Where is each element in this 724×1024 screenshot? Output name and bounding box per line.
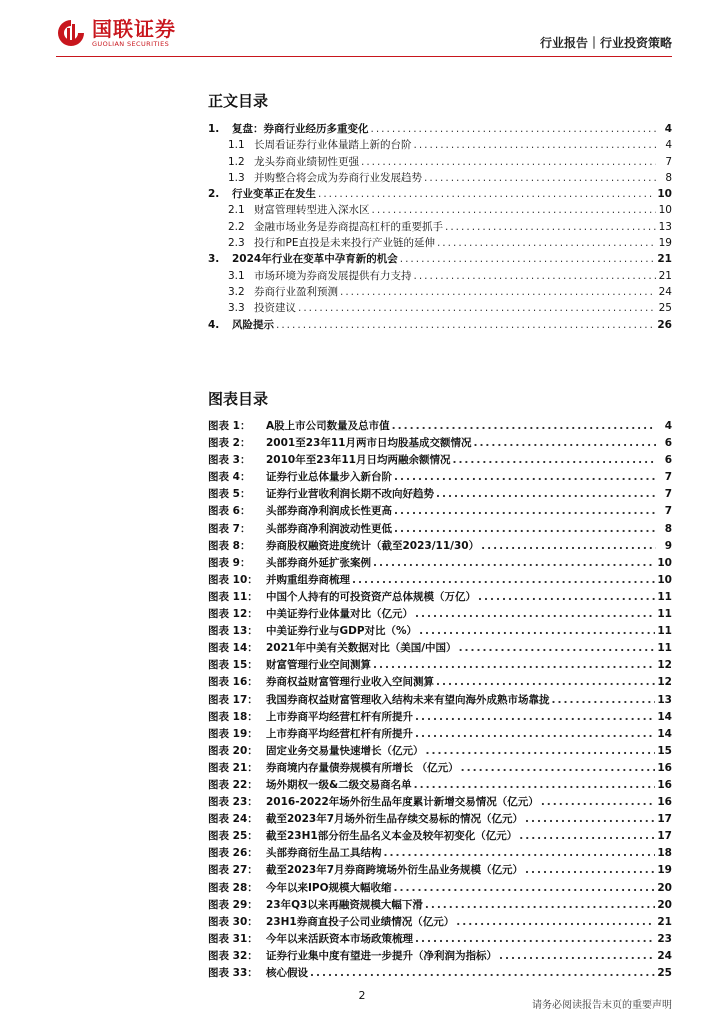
figure-entry-page: 24 (657, 949, 672, 962)
figure-entry-text: 今年以来活跃资本市场政策梳理 (266, 932, 413, 945)
figure-entry-text: 我国券商权益财富管理收入结构未来有望向海外成熟市场靠拢 (266, 693, 550, 706)
leader-dots (394, 521, 656, 538)
figure-entry-label: 图表 17： (208, 693, 258, 706)
figure-entry-label: 图表 21： (208, 761, 258, 774)
toc-entry[interactable] (208, 121, 672, 137)
figures-title: 图表目录 (208, 390, 269, 408)
leader-dots (461, 760, 656, 777)
leader-dots (436, 486, 656, 503)
toc-entry[interactable] (208, 268, 672, 284)
toc-entry[interactable] (208, 137, 672, 153)
toc-entry-page: 25 (658, 302, 672, 315)
toc-entry-number: 1.1 (228, 139, 245, 152)
leader-dots (394, 503, 656, 520)
toc-entry[interactable] (208, 186, 672, 202)
figure-entry[interactable] (208, 931, 672, 948)
leader-dots (371, 121, 657, 137)
figure-entry[interactable] (208, 760, 672, 777)
figure-entry[interactable] (208, 640, 672, 657)
figure-entry-label: 图表 28： (208, 881, 258, 894)
toc-entry-number: 3.1 (228, 269, 245, 282)
figure-entry[interactable] (208, 726, 672, 743)
toc-entry[interactable] (208, 219, 672, 235)
leader-dots (459, 640, 656, 657)
figure-entry-text: 券商权益财富管理行业收入空间测算 (266, 676, 434, 689)
figure-entry-page: 14 (657, 727, 672, 740)
figure-entry-page: 7 (664, 488, 672, 501)
guolian-logo-icon (56, 18, 86, 48)
figure-entry-label: 图表 2： (208, 437, 251, 450)
figure-entry-page: 17 (657, 830, 672, 843)
toc-entry-number: 3. (208, 253, 220, 266)
leader-dots (525, 862, 655, 879)
figure-entry-label: 图表 12： (208, 608, 258, 621)
figure-entry-text: 中美证券行业与GDP对比（%） (266, 625, 418, 638)
figure-entry-page: 11 (657, 625, 672, 638)
figure-entry-label: 图表 29： (208, 898, 258, 911)
toc-entry-text: 并购整合将会成为券商行业发展趋势 (254, 171, 422, 184)
leader-dots (373, 657, 655, 674)
leader-dots (318, 186, 655, 202)
toc-entry-text: 金融市场业务是券商提高杠杆的重要抓手 (254, 220, 443, 233)
toc-title: 正文目录 (208, 92, 269, 110)
figure-entry-label: 图表 16： (208, 676, 258, 689)
leader-dots (452, 452, 656, 469)
figure-entry-label: 图表 26： (208, 847, 258, 860)
leader-dots (394, 880, 656, 897)
leader-dots (478, 589, 655, 606)
figure-entry-page: 7 (664, 505, 672, 518)
toc-entry[interactable] (208, 317, 672, 333)
leader-dots (481, 538, 656, 555)
figure-entry-page: 9 (664, 539, 672, 552)
leader-dots (414, 137, 657, 153)
figure-entry[interactable] (208, 777, 672, 794)
figure-entry-text: 上市券商平均经营杠杆有所提升 (266, 727, 413, 740)
leader-dots (473, 435, 656, 452)
figure-entry-page: 16 (657, 778, 672, 791)
figure-entry[interactable] (208, 965, 672, 982)
figure-entry[interactable] (208, 897, 672, 914)
figure-entry-label: 图表 18： (208, 710, 258, 723)
figure-entry-text: 截至2023年7月券商跨境场外衍生品业务规模（亿元） (266, 864, 524, 877)
toc-entry[interactable] (208, 170, 672, 186)
figure-entry-text: 证券行业营收利润长期不改向好趋势 (266, 488, 434, 501)
figure-entry-text: 中美证券行业体量对比（亿元） (266, 608, 413, 621)
figure-entry-text: 23年Q3以来再融资规模大幅下滑 (266, 898, 423, 911)
figure-entry[interactable] (208, 418, 672, 435)
figures-list (208, 418, 672, 982)
figure-entry-page: 20 (657, 898, 672, 911)
figure-entry-label: 图表 4： (208, 471, 251, 484)
figure-entry-label: 图表 31： (208, 932, 258, 945)
figure-entry[interactable] (208, 880, 672, 897)
toc-entry-number: 2. (208, 188, 220, 201)
figure-entry-label: 图表 33： (208, 967, 258, 979)
figure-entry[interactable] (208, 503, 672, 520)
figure-entry-label: 图表 5： (208, 488, 251, 501)
figure-entry[interactable] (208, 606, 672, 623)
figure-entry-label: 图表 14： (208, 642, 258, 655)
figure-entry-text: 头部券商衍生品工具结构 (266, 847, 382, 860)
leader-dots (519, 828, 655, 845)
figure-entry-text: 固定业务交易量快速增长（亿元） (266, 744, 424, 757)
figure-entry[interactable] (208, 521, 672, 538)
toc-entry-number: 2.1 (228, 204, 245, 217)
leader-dots (372, 202, 657, 218)
figure-entry-text: 财富管理行业空间测算 (266, 659, 371, 672)
figure-entry-page: 10 (657, 556, 672, 569)
figure-entry-text: 头部券商净利润波动性更低 (266, 522, 392, 535)
figure-entry[interactable] (208, 743, 672, 760)
leader-dots (499, 948, 655, 965)
figure-entry-page: 8 (664, 522, 672, 535)
figure-entry-text: 头部券商净利润成长性更高 (266, 505, 392, 518)
leader-dots (373, 555, 655, 572)
logo (56, 18, 176, 48)
toc-entry-page: 10 (658, 204, 672, 217)
leader-dots (445, 219, 656, 235)
figure-entry-text: 截至2023年7月场外衍生品存续交易标的情况（亿元） (266, 813, 524, 826)
figure-entry[interactable] (208, 435, 672, 452)
logo-cn: 国联证券 (92, 17, 176, 41)
leader-dots (394, 469, 656, 486)
figure-entry-text: 证券行业集中度有望进一步提升（净利润为指标） (266, 949, 497, 962)
figure-entry[interactable] (208, 948, 672, 965)
toc-entry-page: 4 (664, 123, 672, 135)
leader-dots (415, 931, 655, 948)
figure-entry-label: 图表 13： (208, 625, 258, 638)
figure-entry-label: 图表 32： (208, 949, 258, 962)
figure-entry-page: 11 (657, 608, 672, 621)
leader-dots (541, 794, 656, 811)
figure-entry-page: 13 (657, 693, 672, 706)
toc-entry-text: 风险提示 (232, 318, 274, 331)
figure-entry-page: 20 (657, 881, 672, 894)
figure-entry-text: 证券行业总体量步入新台阶 (266, 471, 392, 484)
figure-entry-label: 图表 19： (208, 727, 258, 740)
leader-dots (310, 965, 655, 982)
figure-entry-page: 12 (657, 659, 672, 672)
toc-entry-text: 投行和PE直投是未来投行产业链的延伸 (254, 237, 435, 250)
leader-dots (392, 418, 656, 435)
leader-dots (384, 845, 656, 862)
figure-entry-text: 并购重组券商梳理 (266, 573, 350, 586)
figure-entry-page: 11 (657, 642, 672, 655)
logo-en: GUOLIAN SECURITIES (92, 40, 170, 48)
toc-entry-number: 4. (208, 318, 220, 331)
figure-entry-page: 6 (664, 437, 672, 450)
toc-entry-text: 财富管理转型进入深水区 (254, 204, 370, 217)
figure-entry-page: 19 (657, 864, 672, 877)
toc-entry-text: 长周看证券行业体量踏上新的台阶 (254, 139, 412, 152)
figure-entry[interactable] (208, 555, 672, 572)
toc-entry-page: 21 (658, 269, 672, 282)
toc-entry-page: 4 (665, 139, 672, 152)
figure-entry-text: 中国个人持有的可投资资产总体规模（万亿） (266, 590, 476, 603)
toc-entry-text: 龙头券商业绩韧性更强 (254, 155, 359, 168)
figure-entry[interactable] (208, 914, 672, 931)
page-header (0, 0, 724, 60)
figure-entry-page: 14 (657, 710, 672, 723)
toc-entry-number: 2.3 (228, 237, 245, 250)
toc-entry[interactable] (208, 235, 672, 251)
figure-entry-page: 11 (657, 590, 672, 603)
figure-entry-page: 16 (657, 796, 672, 809)
leader-dots (352, 572, 655, 589)
figure-entry-text: A股上市公司数量及总市值 (266, 420, 390, 432)
figure-entry[interactable] (208, 469, 672, 486)
figure-entry-page: 7 (664, 471, 672, 484)
figure-entry[interactable] (208, 589, 672, 606)
figure-entry-page: 21 (657, 915, 672, 928)
figure-entry-label: 图表 24： (208, 813, 258, 826)
toc-entry-page: 7 (665, 155, 672, 168)
leader-dots (425, 897, 656, 914)
toc-list (208, 121, 672, 333)
disclaimer: 请务必阅读报告末页的重要声明 (532, 1000, 672, 1011)
figure-entry-page: 4 (664, 420, 672, 432)
figure-entry-page: 18 (657, 847, 672, 860)
header-divider (56, 56, 672, 57)
figure-entry[interactable] (208, 452, 672, 469)
figure-entry-text: 2021年中美有关数据对比（美国/中国） (266, 642, 457, 655)
toc-entry-number: 1.3 (228, 171, 245, 184)
leader-dots (400, 251, 656, 267)
figure-entry[interactable] (208, 538, 672, 555)
figure-entry[interactable] (208, 572, 672, 589)
toc-entry-page: 26 (657, 318, 672, 331)
leader-dots (276, 317, 655, 333)
figure-entry[interactable] (208, 845, 672, 862)
leader-dots (414, 268, 657, 284)
leader-dots (437, 235, 656, 251)
toc-entry[interactable] (208, 284, 672, 300)
figure-entry-label: 图表 11： (208, 590, 258, 603)
leader-dots (456, 914, 655, 931)
figure-entry-text: 券商境内存量债券规模有所增长 （亿元） (266, 761, 459, 774)
leader-dots (415, 606, 655, 623)
toc-entry-page: 13 (658, 220, 672, 233)
toc-entry-page: 10 (657, 188, 672, 201)
figure-entry-page: 17 (657, 813, 672, 826)
toc-entry-page: 21 (657, 253, 672, 266)
toc-entry-text: 行业变革正在发生 (232, 188, 316, 201)
figure-entry-text: 券商股权融资进度统计（截至2023/11/30） (266, 539, 480, 552)
leader-dots (414, 777, 656, 794)
toc-entry-page: 8 (665, 171, 672, 184)
figure-entry-text: 今年以来IPO规模大幅收缩 (266, 881, 392, 894)
figure-entry-text: 2001至23年11月两市日均股基成交额情况 (266, 437, 472, 450)
figure-entry-label: 图表 20： (208, 744, 258, 757)
toc-entry[interactable] (208, 251, 672, 267)
figure-entry-label: 图表 30： (208, 915, 258, 928)
figure-entry[interactable] (208, 657, 672, 674)
figure-entry-label: 图表 9： (208, 556, 251, 569)
leader-dots (340, 284, 656, 300)
toc-entry-number: 2.2 (228, 220, 245, 233)
figure-entry-text: 头部券商外延扩张案例 (266, 556, 371, 569)
leader-dots (436, 674, 655, 691)
leader-dots (415, 709, 655, 726)
figure-entry[interactable] (208, 794, 672, 811)
figure-entry[interactable] (208, 828, 672, 845)
figure-entry-text: 2010年至23年11月日均两融余额情况 (266, 454, 451, 467)
figure-entry-page: 25 (657, 967, 672, 979)
figure-entry-text: 场外期权一级&二级交易商名单 (266, 778, 412, 791)
figure-entry-page: 12 (657, 676, 672, 689)
figure-entry-label: 图表 3： (208, 454, 251, 467)
leader-dots (419, 623, 655, 640)
figure-entry-page: 6 (664, 454, 672, 467)
figure-entry-label: 图表 8： (208, 539, 251, 552)
figure-entry-text: 核心假设 (266, 967, 308, 979)
figure-entry[interactable] (208, 692, 672, 709)
toc-entry-text: 市场环境为券商发展提供有力支持 (254, 269, 412, 282)
figure-entry-text: 截至23H1部分衍生品名义本金及较年初变化（亿元） (266, 830, 518, 843)
leader-dots (426, 743, 656, 760)
report-type: 行业报告｜行业投资策略 (539, 36, 672, 50)
figure-entry-label: 图表 1： (208, 420, 251, 432)
figure-entry[interactable] (208, 862, 672, 879)
toc-entry[interactable] (208, 202, 672, 218)
figure-entry[interactable] (208, 709, 672, 726)
toc-entry-text: 券商行业盈利预测 (254, 285, 338, 298)
toc-entry-number: 1.2 (228, 155, 245, 168)
figure-entry-label: 图表 6： (208, 505, 251, 518)
figure-entry[interactable] (208, 623, 672, 640)
figure-entry-label: 图表 23： (208, 796, 258, 809)
figure-entry-label: 图表 7： (208, 522, 251, 535)
toc-entry-text: 2024年行业在变革中孕育新的机会 (232, 253, 398, 266)
toc-entry-number: 1. (208, 123, 220, 135)
figure-entry-label: 图表 10： (208, 573, 258, 586)
figure-entry-label: 图表 15： (208, 659, 258, 672)
figure-entry-label: 图表 27： (208, 864, 258, 877)
leader-dots (552, 692, 656, 709)
leader-dots (424, 170, 656, 186)
leader-dots (298, 300, 656, 316)
leader-dots (525, 811, 655, 828)
toc-entry-page: 19 (658, 237, 672, 250)
toc-entry-number: 3.2 (228, 285, 245, 298)
figure-entry-text: 2016-2022年场外衍生品年度累计新增交易情况（亿元） (266, 796, 539, 809)
toc-entry[interactable] (208, 154, 672, 170)
toc-entry-page: 24 (658, 285, 672, 298)
figure-entry[interactable] (208, 811, 672, 828)
figure-entry-page: 15 (657, 744, 672, 757)
leader-dots (415, 726, 655, 743)
toc-entry-text: 复盘：券商行业经历多重变化 (232, 123, 369, 135)
figure-entry-page: 10 (657, 573, 672, 586)
leader-dots (361, 154, 656, 170)
page-number: 2 (358, 989, 366, 1002)
figure-entry[interactable] (208, 674, 672, 691)
figure-entry-page: 23 (657, 932, 672, 945)
toc-entry-number: 3.3 (228, 302, 245, 315)
figure-entry[interactable] (208, 486, 672, 503)
figure-entry-text: 上市券商平均经营杠杆有所提升 (266, 710, 413, 723)
figure-entry-label: 图表 25： (208, 830, 258, 843)
figure-entry-page: 16 (657, 761, 672, 774)
figure-entry-label: 图表 22： (208, 778, 258, 791)
figure-entry-text: 23H1券商直投子公司业绩情况（亿元） (266, 915, 455, 928)
toc-entry-text: 投资建议 (254, 302, 296, 315)
toc-entry[interactable] (208, 300, 672, 316)
